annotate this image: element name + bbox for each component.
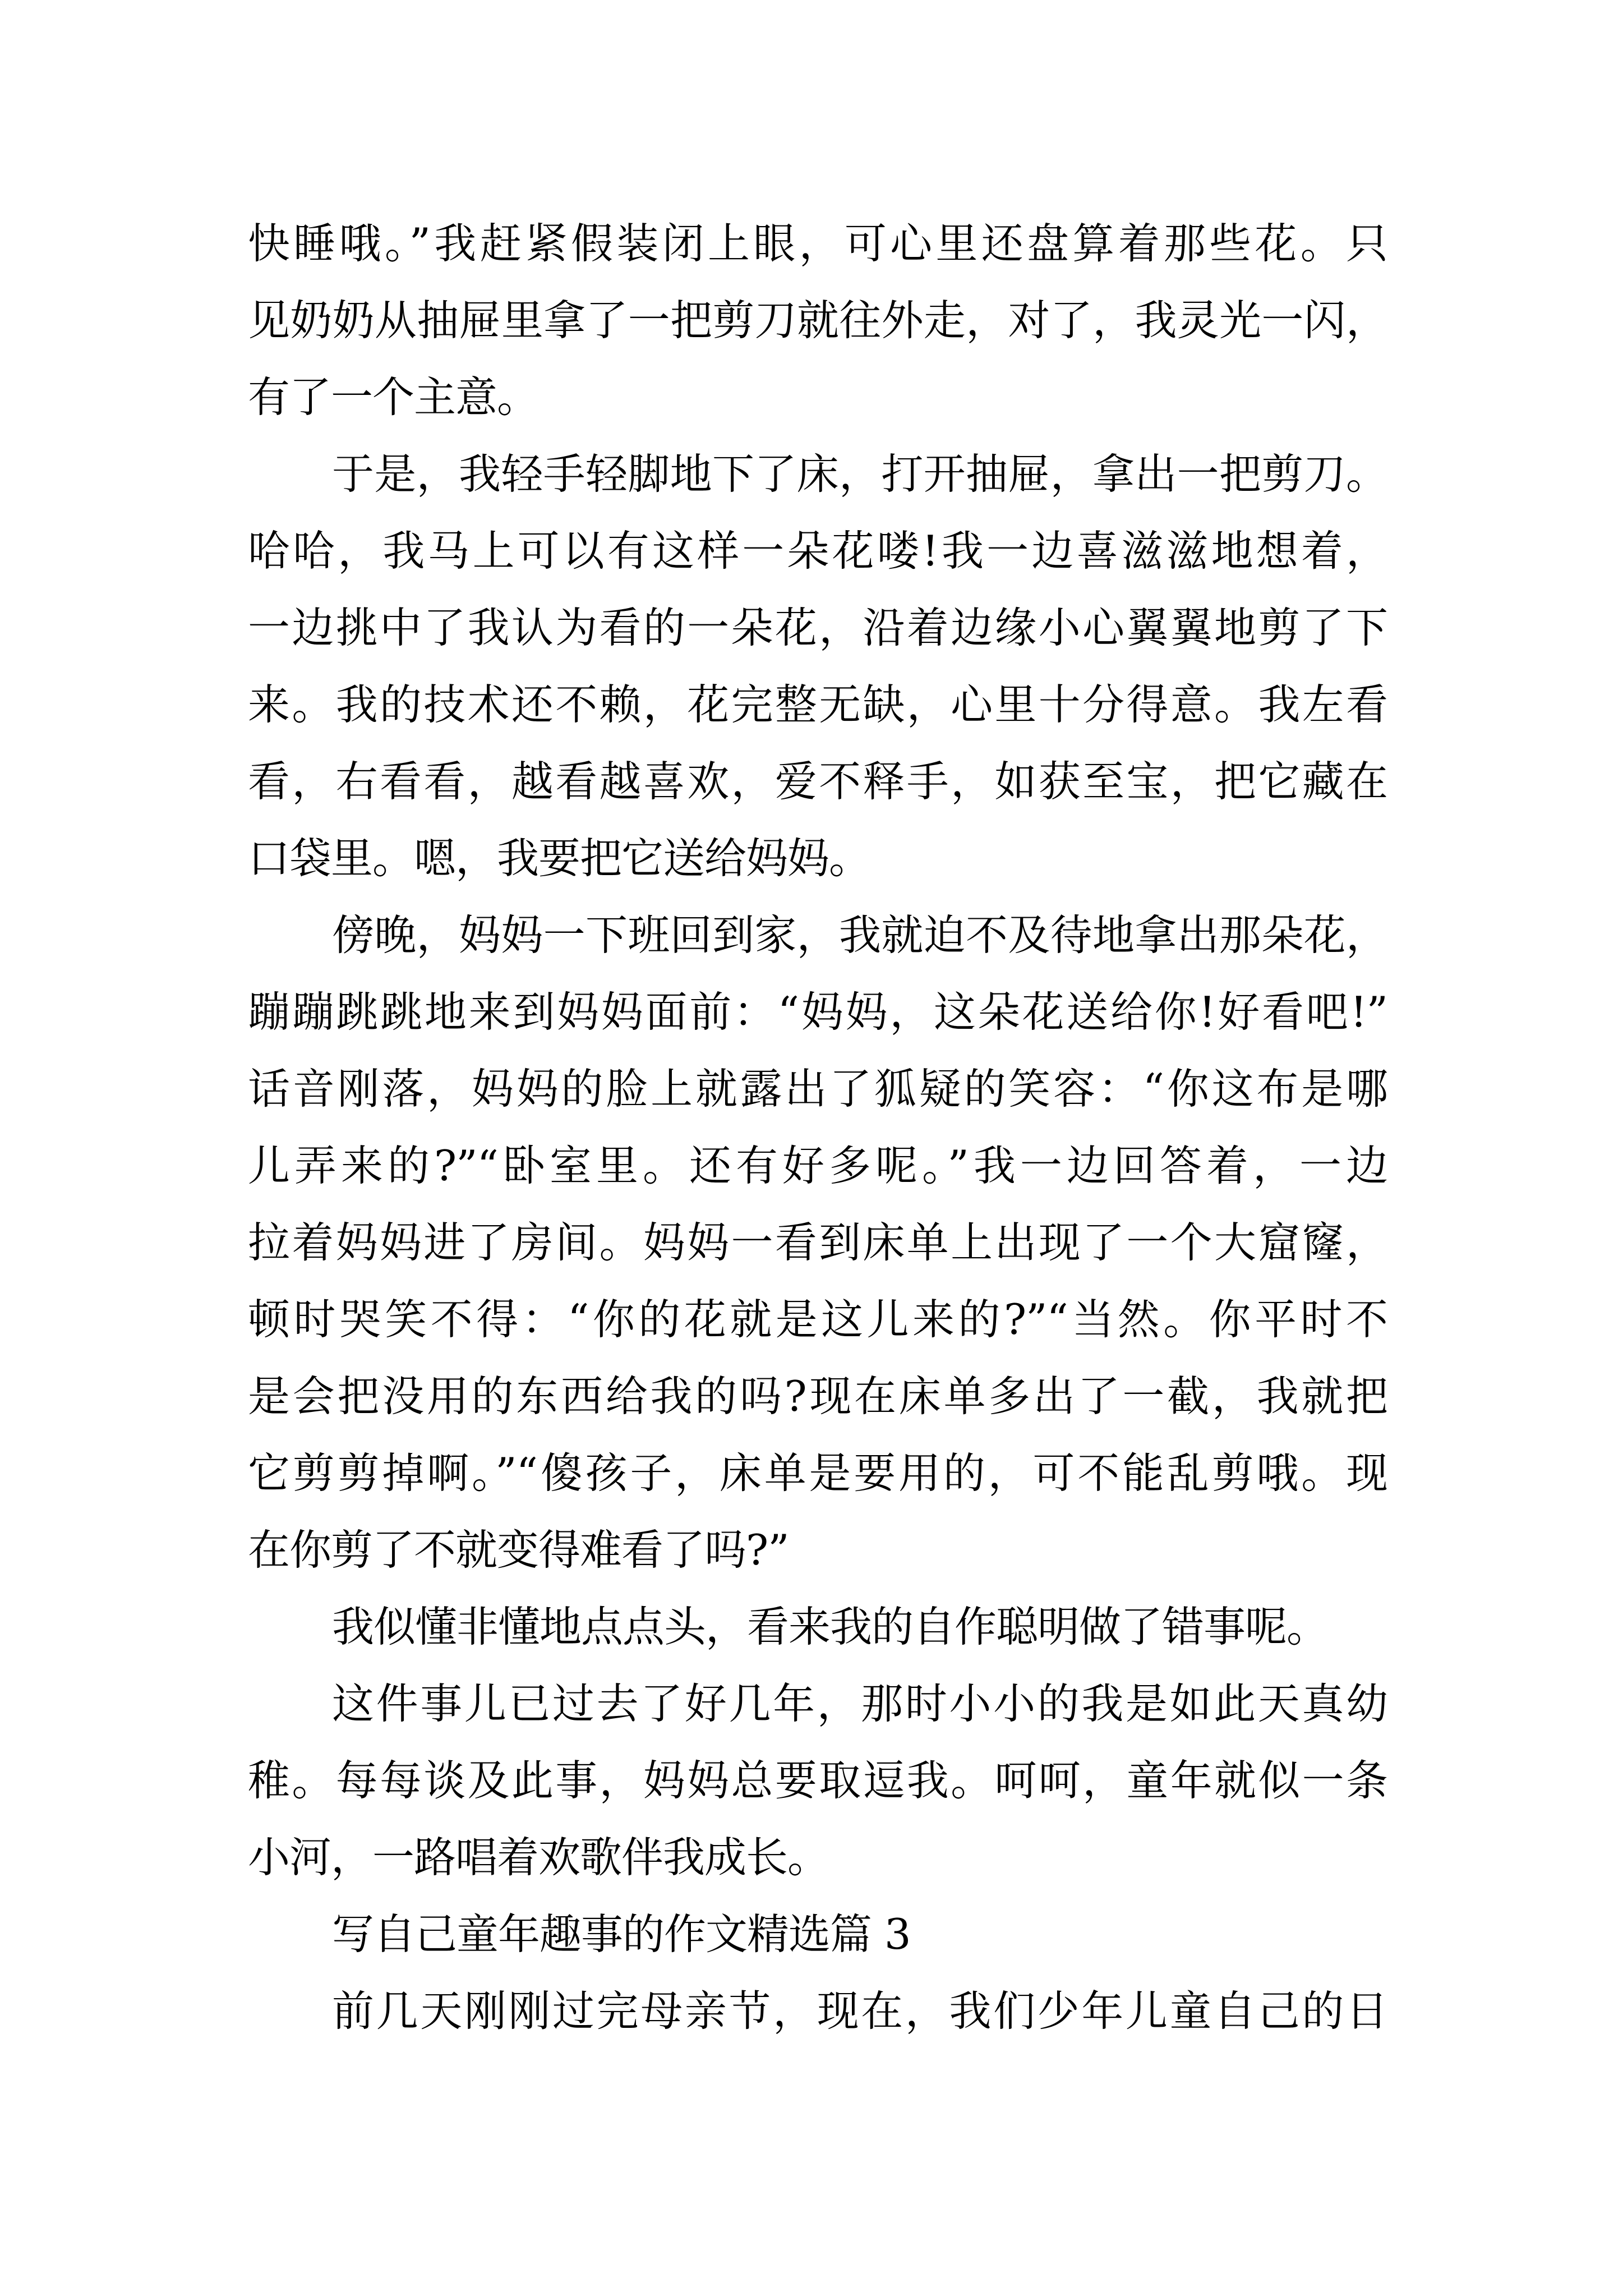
paragraph-line: 我似懂非懂地点点头，看来我的自作聪明做了错事呢。: [332, 1602, 1329, 1651]
paragraph-line: 稚。每每谈及此事，妈妈总要取逗我。呵呵，童年就似一条: [248, 1756, 1387, 1805]
paragraph-line: 来。我的技术还不赖，花完整无缺，心里十分得意。我左看: [248, 680, 1387, 729]
paragraph-line: 快睡哦。”我赶紧假装闭上眼，可心里还盘算着那些花。只: [248, 219, 1387, 268]
paragraph: [248, 1589, 1387, 1665]
paragraph-line: 是会把没用的东西给我的吗?现在床单多出了一截，我就把: [248, 1372, 1387, 1421]
paragraph: [248, 1973, 1387, 2050]
document-body: [248, 205, 1387, 2050]
paragraph-line: 拉着妈妈进了房间。妈妈一看到床单上出现了一个大窟窿，: [248, 1218, 1387, 1267]
paragraph: [248, 897, 1387, 1589]
paragraph-line: 这件事儿已过去了好几年，那时小小的我是如此天真幼: [332, 1679, 1387, 1728]
paragraph-line: 看，右看看，越看越喜欢，爱不释手，如获至宝，把它藏在: [248, 757, 1387, 806]
paragraph-line: 顿时哭笑不得：“你的花就是这儿来的?”“当然。你平时不: [248, 1295, 1387, 1344]
paragraph-line: 哈哈，我马上可以有这样一朵花喽!我一边喜滋滋地想着，: [248, 526, 1387, 576]
paragraph-line: 有了一个主意。: [248, 372, 539, 422]
paragraph: [248, 1665, 1387, 1896]
paragraph-line: 蹦蹦跳跳地来到妈妈面前：“妈妈，这朵花送给你!好看吧!”: [248, 987, 1387, 1037]
paragraph: [248, 205, 1387, 436]
section-title: 写自己童年趣事的作文精选篇 3: [332, 1910, 911, 1959]
paragraph-line: 前几天刚刚过完母亲节，现在，我们少年儿童自己的日: [332, 1986, 1387, 2036]
paragraph: [248, 436, 1387, 897]
paragraph-line: 口袋里。嗯，我要把它送给妈妈。: [248, 834, 871, 883]
paragraph-line: 见奶奶从抽屉里拿了一把剪刀就往外走，对了，我灵光一闪，: [248, 296, 1387, 345]
paragraph-line: 一边挑中了我认为看的一朵花，沿着边缘小心翼翼地剪了下: [248, 603, 1387, 652]
paragraph-line: 话音刚落，妈妈的脸上就露出了狐疑的笑容：“你这布是哪: [248, 1064, 1387, 1114]
paragraph-line: 于是，我轻手轻脚地下了床，打开抽屉，拿出一把剪刀。: [332, 449, 1387, 499]
paragraph-line: 它剪剪掉啊。”“傻孩子，床单是要用的，可不能乱剪哦。现: [248, 1448, 1387, 1498]
paragraph-line: 傍晚，妈妈一下班回到家，我就迫不及待地拿出那朵花，: [332, 910, 1387, 960]
paragraph-line: 在你剪了不就变得难看了吗?”: [248, 1525, 789, 1575]
paragraph-line: 小河，一路唱着欢歌伴我成长。: [248, 1833, 829, 1882]
paragraph-line: 儿弄来的?”“卧室里。还有好多呢。”我一边回答着，一边: [248, 1141, 1387, 1190]
